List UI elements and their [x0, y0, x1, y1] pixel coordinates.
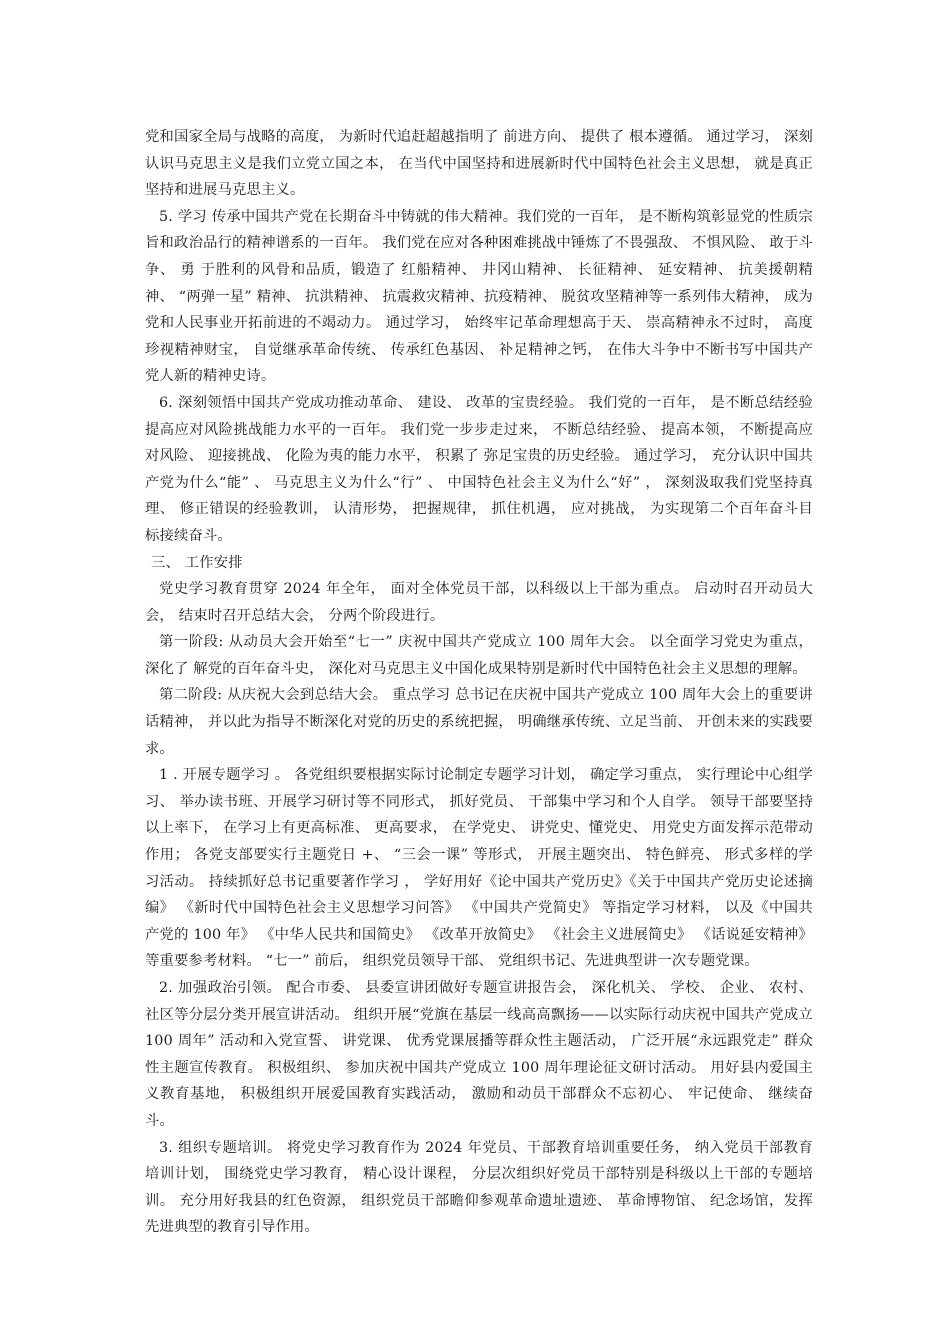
- paragraph-overview: 党史学习教育贯穿 2024 年全年， 面对全体党员干部，以科级以上干部为重点。 启动时召开动员大会， 结束时召开总结大会， 分两个阶段进行。: [145, 581, 813, 624]
- paragraph-item-6: 6. 深刻领悟中国共产党成功推动革命、 建设、 改革的宝贵经验。 我们党的一百年， 是不断总结经验提高应对风险挑战能力水平的一百年。 我们党一步步走过来， 不断总结经验、 提高本领， 不断提高应对风险、 迎接挑战、 化险为夷的能力水平， 积累了 弥足宝贵的历史经验。 通过学习， 充分认识中国共产党为什么“能” 、 马克思主义为什么“行” 、 中国特色社会主义为什么“好” ， 深刻汲取我们党坚持真理、 修正错误的经验教训， 认清形势， 把握规律， 抓住机遇， 应对挑战， 为实现第二个百年奋斗目 标接续奋斗。: [145, 394, 813, 544]
- document-body: [145, 124, 813, 1241]
- section-heading-work-arrangement: 三、 工作安排: [151, 554, 243, 571]
- paragraph-continuation: 党和国家全局与战略的高度， 为新时代追赶超越指明了 前进方向、 提供了 根本遵循。 通过学习， 深刻认识马克思主义是我们立党立国之本， 在当代中国坚持和进展新时代中国特色社会主义思想， 就是真正坚持和进展马克思主义。: [145, 129, 813, 199]
- paragraph-task-3: 3. 组织专题培训。 将党史学习教育作为 2024 年党员、干部教育培训重要任务， 纳入党员干部教育培训计划， 围绕党史学习教育， 精心设计课程， 分层次组织好党员干部特别是科级以上干部的专题培训。 充分用好我县的红色资源， 组织党员干部瞻仰参观革命遗址遗迹、 革命博物馆、 纪念场馆，发挥先进典型的教育引导作用。: [145, 1139, 813, 1236]
- paragraph-task-2: 2. 加强政治引领。 配合市委、 县委宣讲团做好专题宣讲报告会， 深化机关、 学校、 企业、 农村、 社区等分层分类开展宣讲活动。 组织开展“党旗在基层一线高高飘扬——以实际行动庆祝中国共产党成立 100 周年” 活动和入党宣誓、 讲党课、 优秀党课展播等群众性主题活动， 广泛开展“永远跟党走” 群众性主题宣传教育。 积极组织、 参加庆祝中国共产党成立 100 周年理论征文研讨活动。 用好县内爱国主义教育基地， 积极组织开展爱国教育实践活动， 激励和动员干部群众不忘初心、 牢记使命、 继续奋斗。: [145, 980, 813, 1129]
- paragraph-item-5: 5. 学习 传承中国共产党在长期奋斗中铸就的伟大精神。我们党的一百年， 是不断构筑彰显党的性质宗旨和政治品行的精神谱系的一百年。 我们党在应对各种困难挑战中锤炼了不畏强敌、 不惧风险、 敢于斗争、 勇 于胜利的风骨和品质，锻造了 红船精神、 井冈山精神、 长征精神、 延安精神、 抗美援朝精神、 “两弹一星” 精神、 抗洪精神、 抗震救灾精神、抗疫精神、 脱贫攻坚精神等一系列伟大精神， 成为党和人民事业开拓前进的不竭动力。 通过学习， 始终牢记革命理想高于天、 崇高精神永不过时， 高度珍视精神财宝， 自觉继承革命传统、 传承红色基因、 补足精神之钙， 在伟大斗争中不断书写中国共产党人新的精神史诗。: [145, 208, 813, 385]
- paragraph-stage-one: 第一阶段: 从动员大会开始至“七一” 庆祝中国共产党成立 100 周年大会。 以全面学习党史为重点， 深化了 解党的百年奋斗史， 深化对马克思主义中国化成果特别是新时代中国特色社会主义思想的理解。: [145, 634, 813, 677]
- paragraph-stage-two: 第二阶段: 从庆祝大会到总结大会。 重点学习 总书记在庆祝中国共产党成立 100 周年大会上的重要讲话精神， 并以此为指导不断深化对党的历史的系统把握， 明确继承传统、立足当前、 开创未来的实践要求。: [145, 687, 813, 757]
- paragraph-task-1: 1 . 开展专题学习 。 各党组织要根据实际讨论制定专题学习计划， 确定学习重点， 实行理论中心组学习、 举办读书班、开展学习研讨等不同形式， 抓好党员、 干部集中学习和个人自学。 领导干部要坚持以上率下， 在学习上有更高标准、 更高要求， 在学党史、 讲党史、懂党史、 用党史方面发挥示范带动作用； 各党支部要实行主题党日 +、 “三会一课” 等形式， 开展主题突出、 特色鲜亮、 形式多样的学习活动。 持续抓好总书记重要著作学习 ， 学好用好《论中国共产党历史》《关于中国共产党历史论述摘编》 《新时代中国特色社会主义思想学习问答》 《中国共产党简史》 等指定学习材料， 以及《中国共产党的 100 年》 《中华人民共和国简史》 《改革开放简史》 《社会主义进展简史》 《话说延安精神》 等重要参考材料。 “七一” 前后， 组织党员领导干部、 党组织书记、先进典型讲一次专题党课。: [145, 767, 813, 970]
